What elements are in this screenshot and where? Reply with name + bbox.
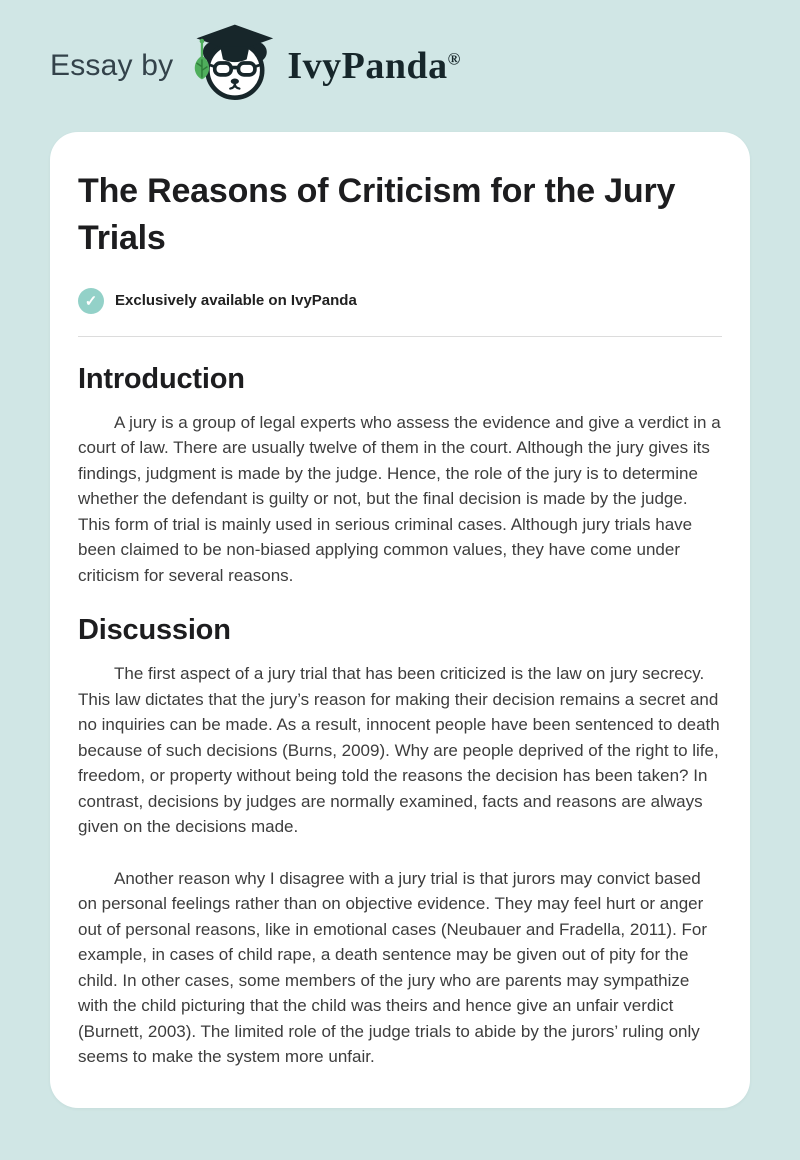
registered-trademark-symbol: ®	[447, 49, 461, 69]
brand-name: IvyPanda	[287, 45, 448, 87]
essay-by-label: Essay by	[50, 49, 174, 82]
introduction-paragraph: A jury is a group of legal experts who assess the evidence and give a verdict in a court of law. There are usually twelve of them in the court. Although the jury gives its findings, judgment is made by the judge. Hence, the role of the jury is to determine whether the defendant is guilty or not, but the final decision is made by the judge. This form of trial is mainly used in serious criminal cases. Although jury trials have been claimed to be non-biased applying common values, they have come under criticism for several reasons.	[78, 412, 721, 585]
brand-wordmark	[287, 44, 460, 88]
divider	[78, 336, 722, 337]
check-icon: ✓	[78, 288, 104, 314]
exclusive-badge	[78, 288, 722, 314]
section-heading-discussion: Discussion	[78, 614, 231, 647]
exclusive-badge-label: Exclusively available on IvyPanda	[115, 292, 357, 310]
ivypanda-panda-logo-icon	[189, 21, 277, 105]
section-heading-introduction: Introduction	[78, 362, 245, 395]
essay-card	[50, 132, 750, 1108]
essay-title: The Reasons of Criticism for the Jury Trials	[78, 172, 676, 257]
header	[0, 0, 800, 132]
discussion-paragraph-2: Another reason why I disagree with a jury trial is that jurors may convict based on personal feelings rather than on objective evidence. They may feel hurt or anger out of personal reasons, like in emotional cases (Neubauer and Fradella, 2011). For example, in cases of child rape, a death sentence may be given out of pity for the child. In other cases, some members of the jury who are parents may sympathize with the child picturing that the child was theirs and hence give an unfair verdict (Burnett, 2003). The limited role of the judge trials to abide by the jurors’ ruling only seems to make the system more unfair.	[78, 868, 708, 1067]
discussion-paragraph-1: The first aspect of a jury trial that has been criticized is the law on jury secrecy. This law dictates that the jury’s reason for making their decision remains a secret and no inquiries can be made. As a result, innocent people have been sentenced to death because of such decisions (Burns, 2009). Why are people deprived of the right to life, freedom, or property without being told the reasons the decision has been taken? In contrast, decisions by judges are normally examined, facts and reasons are always given on the decisions made.	[78, 664, 720, 837]
